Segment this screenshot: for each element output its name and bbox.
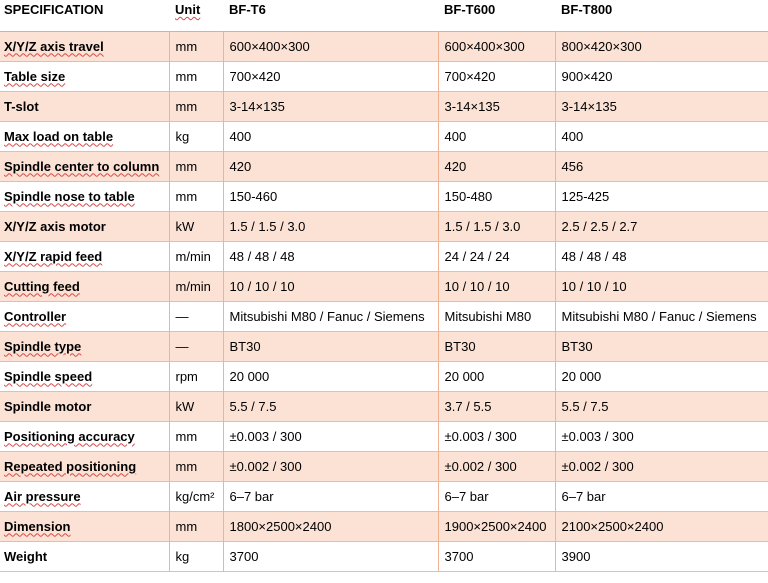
table-row [0,61,768,91]
bf-t600-cell: 600×400×300 [438,31,555,61]
spec-name: Air pressure [4,488,81,504]
spec-name-cell [0,211,169,241]
bf-t600-cell: Mitsubishi M80 [438,301,555,331]
spec-name-cell [0,121,169,151]
bf-t6-cell: 1800×2500×2400 [223,511,438,541]
spec-name-cell [0,31,169,61]
spec-name: Dimension [4,518,71,534]
spec-name-cell [0,361,169,391]
bf-t600-cell: 3700 [438,541,555,571]
unit-cell: — [169,331,223,361]
unit-cell: mm [169,31,223,61]
bf-t600-cell: 1900×2500×2400 [438,511,555,541]
bf-t800-cell: 2100×2500×2400 [555,511,768,541]
spec-name-cell [0,301,169,331]
header-specification [0,0,169,31]
unit-cell: mm [169,91,223,121]
table-row [0,481,768,511]
bf-t800-cell: 5.5 / 7.5 [555,391,768,421]
bf-t800-cell: 456 [555,151,768,181]
unit-cell: mm [169,151,223,181]
spec-name: X/Y/Z rapid feed [4,248,103,264]
spec-name-cell [0,151,169,181]
table-row [0,391,768,421]
table-row [0,361,768,391]
spec-name-cell [0,331,169,361]
unit-cell: m/min [169,241,223,271]
bf-t6-cell: 1.5 / 1.5 / 3.0 [223,211,438,241]
spec-name: Spindle motor [4,398,92,414]
bf-t800-cell: BT30 [555,331,768,361]
table-row [0,331,768,361]
spec-name: Spindle nose to table [4,188,135,204]
bf-t800-cell: ±0.002 / 300 [555,451,768,481]
header-bf-t800-label: BF-T800 [561,2,613,17]
spec-name: Controller [4,308,67,324]
unit-cell: mm [169,61,223,91]
bf-t800-cell: 900×420 [555,61,768,91]
bf-t800-cell: Mitsubishi M80 / Fanuc / Siemens [555,301,768,331]
bf-t6-cell: 700×420 [223,61,438,91]
table-row [0,151,768,181]
table-row [0,181,768,211]
bf-t600-cell: 3-14×135 [438,91,555,121]
spec-name-cell [0,511,169,541]
spec-name: Positioning accuracy [4,428,135,444]
spec-name-cell [0,61,169,91]
bf-t800-cell: 3900 [555,541,768,571]
spec-name-cell [0,391,169,421]
spec-name: Spindle center to column [4,158,160,174]
unit-cell: kg [169,121,223,151]
bf-t800-cell: 800×420×300 [555,31,768,61]
spec-name: Weight [4,548,48,564]
bf-t800-cell: 2.5 / 2.5 / 2.7 [555,211,768,241]
spec-name: Spindle speed [4,368,93,384]
bf-t600-cell: ±0.003 / 300 [438,421,555,451]
unit-cell: kg/cm² [169,481,223,511]
bf-t800-cell: 10 / 10 / 10 [555,271,768,301]
unit-cell: mm [169,511,223,541]
header-row [0,0,768,31]
bf-t600-cell: 1.5 / 1.5 / 3.0 [438,211,555,241]
spec-name: Cutting feed [4,278,80,294]
table-row [0,211,768,241]
bf-t800-cell: 20 000 [555,361,768,391]
bf-t600-cell: 420 [438,151,555,181]
unit-cell: kW [169,211,223,241]
bf-t600-cell: BT30 [438,331,555,361]
bf-t600-cell: 400 [438,121,555,151]
bf-t600-cell: 24 / 24 / 24 [438,241,555,271]
header-bf-t800 [555,0,768,31]
table-row [0,241,768,271]
spec-name: X/Y/Z axis motor [4,218,106,234]
bf-t800-cell: 48 / 48 / 48 [555,241,768,271]
bf-t6-cell: 400 [223,121,438,151]
spec-name-cell [0,241,169,271]
header-bf-t600 [438,0,555,31]
header-bf-t600-label: BF-T600 [444,2,496,17]
unit-cell: m/min [169,271,223,301]
bf-t6-cell: 3700 [223,541,438,571]
bf-t600-cell: 700×420 [438,61,555,91]
table-row [0,271,768,301]
bf-t600-cell: 150-480 [438,181,555,211]
bf-t6-cell: 20 000 [223,361,438,391]
bf-t6-cell: 48 / 48 / 48 [223,241,438,271]
bf-t6-cell: ±0.002 / 300 [223,451,438,481]
unit-cell: — [169,301,223,331]
bf-t6-cell: 5.5 / 7.5 [223,391,438,421]
header-unit [169,0,223,31]
table-row [0,301,768,331]
bf-t6-cell: Mitsubishi M80 / Fanuc / Siemens [223,301,438,331]
bf-t600-cell: ±0.002 / 300 [438,451,555,481]
spec-name: X/Y/Z axis travel [4,38,104,54]
bf-t800-cell: ±0.003 / 300 [555,421,768,451]
unit-cell: mm [169,451,223,481]
bf-t800-cell: 3-14×135 [555,91,768,121]
bf-t800-cell: 6–7 bar [555,481,768,511]
spec-name-cell [0,271,169,301]
unit-cell: kW [169,391,223,421]
bf-t6-cell: 3-14×135 [223,91,438,121]
bf-t600-cell: 3.7 / 5.5 [438,391,555,421]
header-bf-t6-label: BF-T6 [229,2,266,17]
spec-name-cell [0,451,169,481]
unit-cell: rpm [169,361,223,391]
spec-name-cell [0,91,169,121]
bf-t600-cell: 20 000 [438,361,555,391]
table-row [0,541,768,571]
unit-cell: mm [169,181,223,211]
spec-name: T-slot [4,98,39,114]
bf-t6-cell: BT30 [223,331,438,361]
spec-name-cell [0,481,169,511]
header-unit-label: Unit [175,2,201,17]
bf-t6-cell: 420 [223,151,438,181]
spec-name: Repeated positioning [4,458,137,474]
bf-t6-cell: 10 / 10 / 10 [223,271,438,301]
table-row [0,121,768,151]
spec-name-cell [0,541,169,571]
spec-name: Max load on table [4,128,114,144]
unit-cell: mm [169,421,223,451]
header-bf-t6 [223,0,438,31]
spec-name-cell [0,181,169,211]
table-row [0,91,768,121]
table-row [0,451,768,481]
bf-t6-cell: 600×400×300 [223,31,438,61]
spec-name-cell [0,421,169,451]
table-row [0,31,768,61]
table-row [0,511,768,541]
bf-t6-cell: 6–7 bar [223,481,438,511]
bf-t6-cell: 150-460 [223,181,438,211]
unit-cell: kg [169,541,223,571]
bf-t6-cell: ±0.003 / 300 [223,421,438,451]
bf-t600-cell: 10 / 10 / 10 [438,271,555,301]
spec-name: Table size [4,68,66,84]
bf-t800-cell: 400 [555,121,768,151]
spec-name: Spindle type [4,338,82,354]
table-row [0,421,768,451]
bf-t800-cell: 125-425 [555,181,768,211]
bf-t600-cell: 6–7 bar [438,481,555,511]
header-specification-label: SPECIFICATION [4,2,104,17]
